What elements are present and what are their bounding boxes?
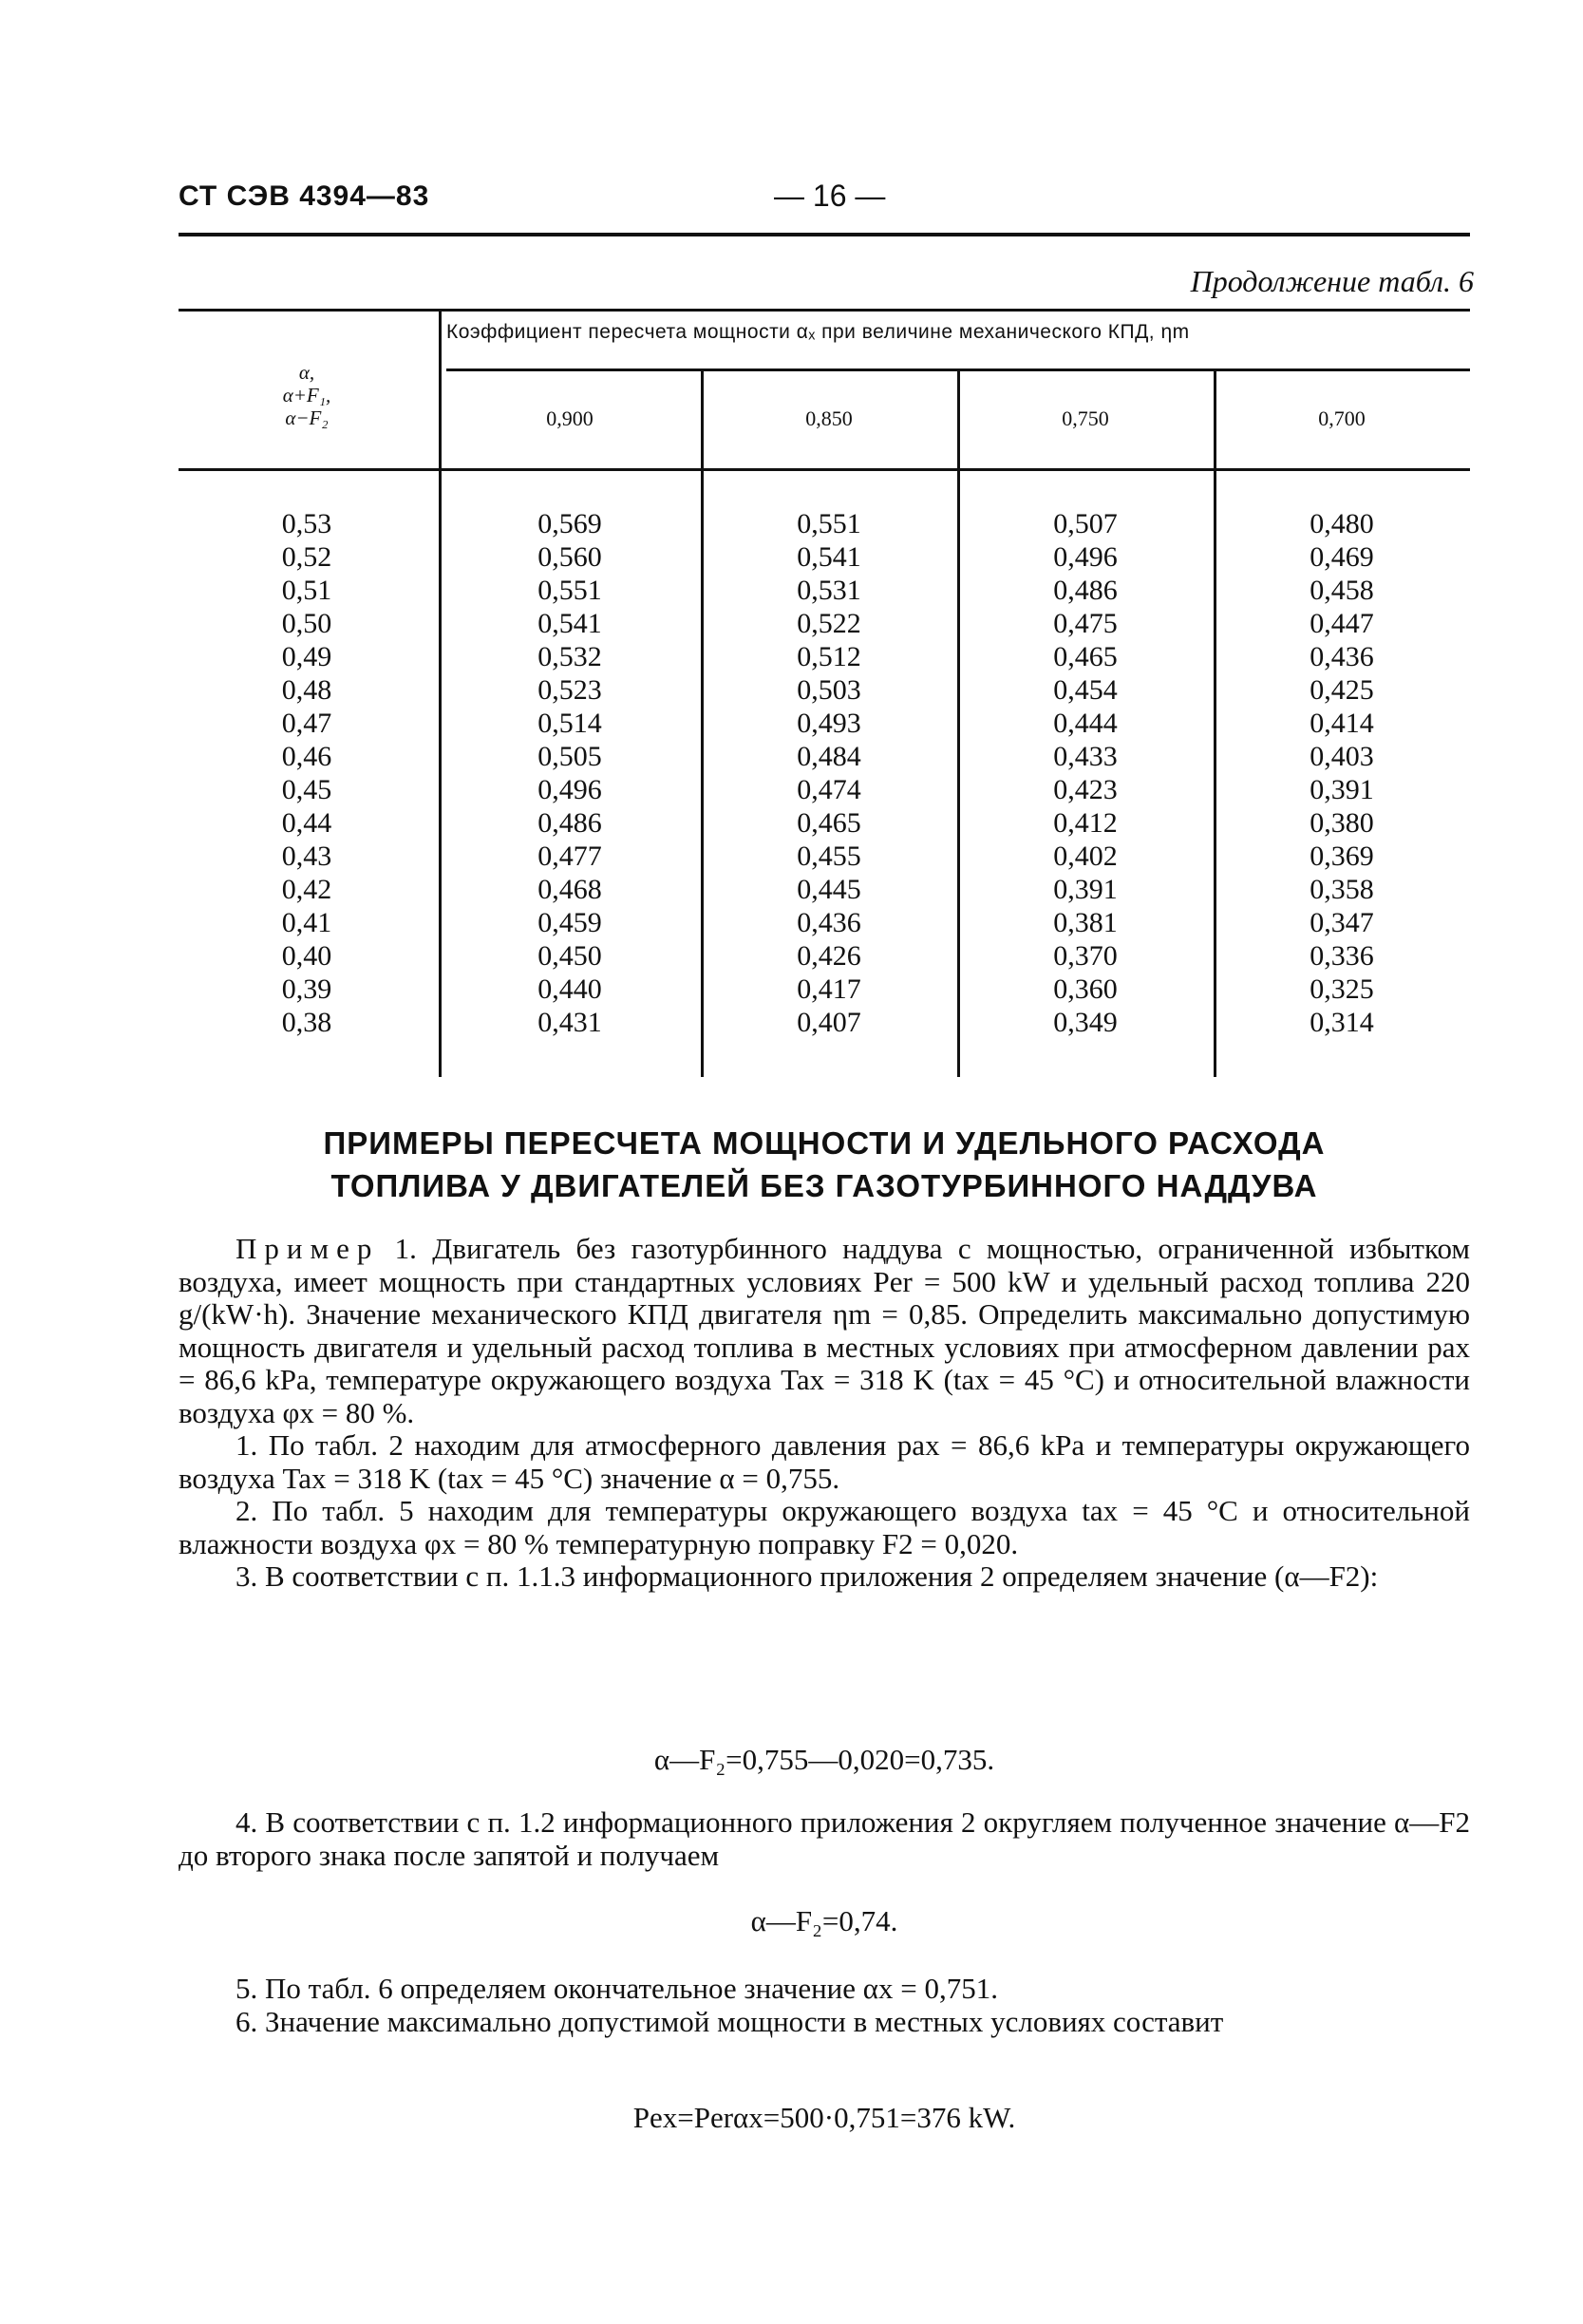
alpha-cell: 0,41 — [281, 907, 332, 938]
efficiency-header: 0,900 — [546, 406, 594, 430]
coefficient-cell: 0,455 — [797, 841, 861, 872]
page-number: — 16 — — [774, 179, 886, 213]
coefficient-cell: 0,454 — [1053, 674, 1118, 706]
alpha-cell: 0,49 — [281, 641, 332, 672]
coefficient-cell: 0,426 — [797, 940, 861, 972]
col-divider-1 — [701, 370, 704, 1077]
coefficient-cell: 0,444 — [1053, 708, 1118, 739]
coefficient-cell: 0,496 — [537, 774, 602, 805]
coefficient-cell: 0,486 — [537, 807, 602, 839]
col-divider-3 — [1214, 370, 1216, 1077]
coefficient-cell: 0,512 — [797, 641, 861, 672]
coefficient-cell: 0,505 — [537, 741, 602, 772]
step-2: 2. По табл. 5 находим для температуры окружающего воздуха tax = 45 °C и относительной влажности воздуха φx = 80 % температурную поправку F2 = 0,020. — [179, 1494, 1470, 1560]
coefficient-cell: 0,459 — [537, 907, 602, 938]
coefficient-cell: 0,412 — [1053, 807, 1118, 839]
coefficient-column — [475, 507, 665, 1039]
coefficient-column — [990, 507, 1180, 1039]
coefficient-cell: 0,431 — [537, 1007, 602, 1038]
coefficient-cell: 0,436 — [1310, 641, 1374, 672]
coefficient-cell: 0,458 — [1310, 575, 1374, 606]
coefficient-cell: 0,391 — [1053, 874, 1118, 905]
coefficient-cell: 0,450 — [537, 940, 602, 972]
coefficient-cell: 0,484 — [797, 741, 861, 772]
stub-header-line: α+F₁, — [282, 384, 331, 406]
coefficient-cell: 0,423 — [1053, 774, 1118, 805]
coefficient-cell: 0,477 — [537, 841, 602, 872]
coefficient-cell: 0,360 — [1053, 973, 1118, 1005]
coefficient-cell: 0,551 — [797, 508, 861, 539]
example-intro-text: 1. Двигатель без газотурбинного наддува с мощностью, ограниченной избытком воздуха, имеет мощность при стандартных условиях Per = 500 kW и удельный расход топлива 220 g/(kW·h). Значение механического КПД двигателя ηm = 0,85. Определить максимально допустимую мощность двигателя и удельный расход топлива в местных условиях при атмосферном давлении pax = 86,6 kPa, температуре окружающего воздуха Tax = 318 K (tax = 45 °C) и относительной влажности воздуха φx = 80 %. — [179, 1232, 1470, 1429]
coefficient-cell: 0,468 — [537, 874, 602, 905]
step-3: 3. В соответствии с п. 1.1.3 информационного приложения 2 определяем значение (α—F2): — [236, 1559, 1379, 1593]
formula-rounded: α—F₂=0,74. — [750, 1904, 898, 1937]
alpha-cell: 0,44 — [281, 807, 332, 839]
formula-alpha-minus-f2: α—F₂=0,755—0,020=0,735. — [653, 1743, 995, 1776]
coefficient-cell: 0,349 — [1053, 1007, 1118, 1038]
header-bottom-rule — [179, 468, 1470, 471]
example-text — [179, 1233, 1470, 1594]
coefficient-cell: 0,522 — [797, 608, 861, 639]
coefficient-cell: 0,425 — [1310, 674, 1374, 706]
coefficient-cell: 0,433 — [1053, 741, 1118, 772]
standard-code: СТ СЭВ 4394—83 — [179, 180, 430, 212]
coefficient-cell: 0,560 — [537, 541, 602, 573]
alpha-cell: 0,40 — [281, 940, 332, 972]
coefficient-cell: 0,496 — [1053, 541, 1118, 573]
step-6: 6. Значение максимально допустимой мощности в местных условиях составит — [236, 2004, 1224, 2038]
example-text-final — [179, 1973, 1470, 2038]
coefficient-cell: 0,381 — [1053, 907, 1118, 938]
example-label: Пример — [236, 1232, 380, 1265]
coefficient-cell: 0,532 — [537, 641, 602, 672]
coefficient-cell: 0,391 — [1310, 774, 1374, 805]
alpha-cell: 0,50 — [281, 608, 332, 639]
alpha-cell: 0,52 — [281, 541, 332, 573]
coefficient-cell: 0,531 — [797, 575, 861, 606]
coefficient-cell: 0,447 — [1310, 608, 1374, 639]
coefficient-cell: 0,325 — [1310, 973, 1374, 1005]
coefficient-cell: 0,336 — [1310, 940, 1374, 972]
coefficient-cell: 0,486 — [1053, 575, 1118, 606]
coefficient-cell: 0,370 — [1053, 940, 1118, 972]
efficiency-header: 0,850 — [805, 406, 853, 430]
coefficient-cell: 0,369 — [1310, 841, 1374, 872]
step-4: 4. В соответствии с п. 1.2 информационного приложения 2 округляем полученное значение α—F2 до второго знака после запятой и получаем — [179, 1805, 1470, 1872]
header-rule — [179, 233, 1470, 236]
coefficient-cell: 0,493 — [797, 708, 861, 739]
alpha-cell: 0,42 — [281, 874, 332, 905]
coefficient-cell: 0,541 — [537, 608, 602, 639]
coefficient-cell: 0,551 — [537, 575, 602, 606]
alpha-cell: 0,43 — [281, 841, 332, 872]
coefficient-cell: 0,465 — [797, 807, 861, 839]
stub-divider — [439, 310, 442, 1077]
stub-header-line: α−F₂ — [285, 406, 329, 429]
coefficient-cell: 0,358 — [1310, 874, 1374, 905]
coefficient-column — [734, 507, 924, 1039]
alpha-cell: 0,48 — [281, 674, 332, 706]
stub-header-line: α, — [298, 361, 315, 384]
coefficient-cell: 0,407 — [797, 1007, 861, 1038]
coefficient-cell: 0,469 — [1310, 541, 1374, 573]
coefficient-cell: 0,507 — [1053, 508, 1118, 539]
alpha-column — [212, 507, 402, 1039]
coefficient-cell: 0,440 — [537, 973, 602, 1005]
alpha-cell: 0,53 — [281, 508, 332, 539]
example-intro — [179, 1233, 1470, 1429]
coefficient-cell: 0,402 — [1053, 841, 1118, 872]
coefficient-cell: 0,414 — [1310, 708, 1374, 739]
stub-header — [179, 361, 435, 429]
step-5: 5. По табл. 6 определяем окончательное значение αx = 0,751. — [236, 1972, 999, 2005]
section-heading-line-1: ПРИМЕРЫ ПЕРЕСЧЕТА МОЩНОСТИ И УДЕЛЬНОГО РАСХОДА — [323, 1125, 1326, 1161]
coefficient-cell: 0,523 — [537, 674, 602, 706]
coefficient-cell: 0,403 — [1310, 741, 1374, 772]
table-top-rule — [179, 309, 1470, 312]
section-heading-line-2: ТОПЛИВА У ДВИГАТЕЛЕЙ БЕЗ ГАЗОТУРБИННОГО НАДДУВА — [330, 1168, 1318, 1203]
coefficient-column — [1247, 507, 1437, 1039]
coefficient-cell: 0,465 — [1053, 641, 1118, 672]
example-text-continued — [179, 1806, 1470, 1872]
col-divider-2 — [957, 370, 960, 1077]
step-1: 1. По табл. 2 находим для атмосферного давления pax = 86,6 kPa и температуры окружающего воздуха Tax = 318 K (tax = 45 °C) значение α = 0,755. — [179, 1428, 1470, 1495]
coefficient-cell: 0,436 — [797, 907, 861, 938]
coefficient-cell: 0,503 — [797, 674, 861, 706]
alpha-cell: 0,46 — [281, 741, 332, 772]
table-continuation-caption: Продолжение табл. 6 — [1190, 264, 1474, 298]
alpha-cell: 0,45 — [281, 774, 332, 805]
coefficient-cell: 0,541 — [797, 541, 861, 573]
coefficient-cell: 0,445 — [797, 874, 861, 905]
formula-power: Pex=Perαx=500·0,751=376 kW. — [632, 2101, 1016, 2134]
coefficient-cell: 0,314 — [1310, 1007, 1374, 1038]
coefficient-cell: 0,474 — [797, 774, 861, 805]
coefficient-cell: 0,569 — [537, 508, 602, 539]
alpha-cell: 0,47 — [281, 708, 332, 739]
alpha-cell: 0,51 — [281, 575, 332, 606]
column-group-title: Коэффициент пересчета мощности αₓ при величине механического КПД, ηm — [446, 321, 1190, 343]
efficiency-header: 0,750 — [1062, 406, 1109, 430]
alpha-cell: 0,39 — [281, 973, 332, 1005]
alpha-cell: 0,38 — [281, 1007, 332, 1038]
coefficient-cell: 0,380 — [1310, 807, 1374, 839]
coefficient-cell: 0,347 — [1310, 907, 1374, 938]
coefficient-cell: 0,514 — [537, 708, 602, 739]
coefficient-cell: 0,475 — [1053, 608, 1118, 639]
coefficient-cell: 0,417 — [797, 973, 861, 1005]
coefficient-cell: 0,480 — [1310, 508, 1374, 539]
efficiency-header: 0,700 — [1318, 406, 1366, 430]
